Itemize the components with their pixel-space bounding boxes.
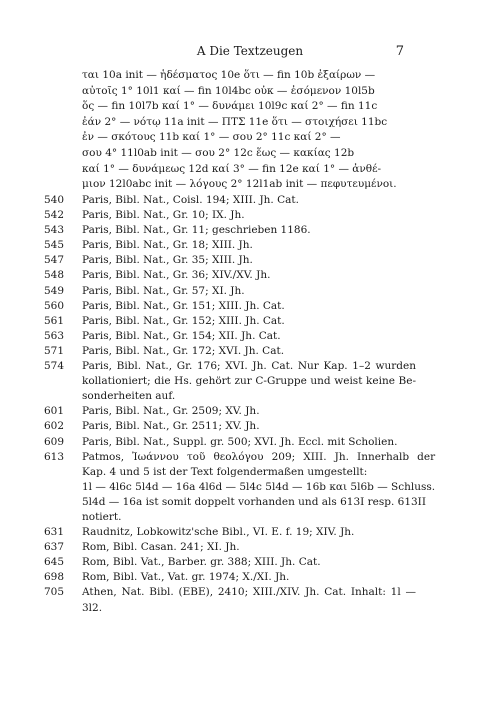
manuscript-description: Paris, Bibl. Nat., Gr. 18; XIII. Jh. (82, 239, 253, 252)
manuscript-number: 542 (44, 209, 65, 222)
manuscript-number: 574 (44, 360, 65, 373)
manuscript-entry (44, 329, 416, 344)
manuscript-description: Paris, Bibl. Nat., Coisl. 194; XIII. Jh. Cat. (82, 194, 299, 206)
variant-line: σου 4° 11l0ab init — σου 2° 12c ἕως — κακίας 12b (82, 146, 355, 159)
manuscript-description: Paris, Bibl. Nat., Gr. 57; XI. Jh. (82, 284, 245, 297)
manuscript-number: 602 (44, 420, 65, 433)
manuscript-entry (44, 525, 416, 540)
manuscript-entry (44, 435, 416, 450)
manuscript-description: notiert. (82, 510, 122, 523)
manuscript-description: 5l4d — 16a ist somit doppelt vorhanden und als 613I resp. 613II (82, 495, 426, 508)
manuscript-description: Raudnitz, Lobkowitz'sche Bibl., VI. E. f. 19; XIV. Jh. (82, 526, 355, 539)
manuscript-entry (44, 419, 416, 434)
manuscript-entry (44, 238, 416, 253)
manuscript-number: 571 (44, 344, 65, 357)
manuscript-entry (44, 314, 416, 329)
manuscript-description: Paris, Bibl. Nat., Gr. 10; IX. Jh. (82, 209, 245, 222)
manuscript-description: Paris, Bibl. Nat., Gr. 36; XIV./XV. Jh. (82, 269, 271, 282)
manuscript-entry (44, 344, 416, 359)
manuscript-entry (44, 540, 416, 555)
manuscript-description: Patmos, Ἰωάννου τοῦ θεολόγου 209; XIII. Jh. Innerhalb der (82, 450, 436, 463)
manuscript-entry (44, 299, 416, 314)
manuscript-entry (44, 193, 416, 208)
manuscript-entry (44, 223, 416, 238)
variant-line: ἐάν 2° — νότῳ 11a init — ΠΤΣ 11e ὅτι — στοιχήσει 11bc (82, 115, 388, 128)
manuscript-description: 3l2. (82, 601, 103, 614)
manuscript-number: 543 (44, 224, 65, 237)
manuscript-entry (44, 450, 436, 525)
manuscript-number: 548 (44, 269, 65, 282)
manuscript-number: 560 (44, 299, 65, 312)
manuscript-number: 545 (44, 239, 65, 252)
manuscript-description: kollationiert; die Hs. gehört zur C-Gruppe und weist keine Be- (82, 375, 416, 388)
manuscript-description: Paris, Bibl. Nat., Gr. 2509; XV. Jh. (82, 405, 260, 418)
manuscript-entry (44, 284, 416, 299)
manuscript-list (44, 193, 436, 616)
manuscript-number: 561 (44, 314, 65, 327)
variant-line: μιον 12l0abc init — λόγους 2° 12l1ab init — πεφυτευμένοι. (82, 178, 397, 191)
manuscript-entry (44, 404, 416, 419)
manuscript-number: 601 (44, 405, 65, 418)
manuscript-description: Paris, Bibl. Nat., Gr. 2511; XV. Jh. (82, 420, 260, 433)
manuscript-description: Rom, Bibl. Casan. 241; XI. Jh. (82, 541, 240, 554)
manuscript-number: 609 (44, 435, 65, 448)
manuscript-entry (44, 268, 416, 283)
page-number: 7 (395, 44, 404, 59)
manuscript-description: Paris, Bibl. Nat., Gr. 172; XVI. Jh. Cat. (82, 344, 285, 357)
variant-line: ται 10a init — ἡδέσματος 10e ὅτι — fin 10b ἐξαίρων — (82, 69, 376, 81)
manuscript-description: 1l — 4l6c 5l4d — 16a 4l6d — 5l4c 5l4d — 16b και 5l6b — Schluss. (82, 480, 436, 493)
variant-line: καί 1° — δυνάμεως 12d καί 3° — fin 12e καί 1° — ἀνθέ- (82, 162, 382, 175)
manuscript-number: 547 (44, 254, 65, 267)
manuscript-number: 645 (44, 556, 65, 569)
manuscript-description: Paris, Bibl. Nat., Gr. 151; XIII. Jh. Cat. (82, 299, 285, 312)
manuscript-number: 631 (44, 526, 65, 539)
manuscript-entry (44, 555, 416, 570)
manuscript-description: Paris, Bibl. Nat., Gr. 176; XVI. Jh. Cat. Nur Kap. 1–2 wurden (82, 360, 416, 373)
manuscript-description: sonderheiten auf. (82, 390, 176, 403)
manuscript-description: Athen, Nat. Bibl. (EBE), 2410; XIII./XIV. Jh. Cat. Inhalt: 1l — (82, 586, 416, 599)
manuscript-entry (44, 585, 416, 615)
manuscript-number: 549 (44, 284, 65, 297)
manuscript-entry (44, 208, 416, 223)
manuscript-number: 637 (44, 541, 65, 554)
manuscript-description: Rom, Bibl. Vat., Vat. gr. 1974; X./XI. Jh. (82, 571, 290, 584)
manuscript-entry (44, 570, 416, 585)
variant-line: αὐτοῖς 1° 10l1 καί — fin 10l4bc οὐκ — ἐσόμενον 10l5b (82, 84, 375, 97)
manuscript-description: Kap. 4 und 5 ist der Text folgendermaßen umgestellt: (82, 465, 368, 478)
manuscript-number: 540 (44, 194, 65, 206)
variant-list (82, 68, 408, 193)
variant-line: ἐν — σκότους 11b καί 1° — σου 2° 11c καί 2° — (82, 131, 341, 144)
running-title: A Die Textzeugen (196, 44, 304, 58)
manuscript-entry (44, 359, 416, 404)
manuscript-description: Paris, Bibl. Nat., Gr. 152; XIII. Jh. Cat. (82, 314, 285, 327)
manuscript-description: Paris, Bibl. Nat., Suppl. gr. 500; XVI. Jh. Eccl. mit Scholien. (82, 435, 398, 448)
manuscript-entry (44, 253, 416, 268)
running-head (44, 44, 456, 62)
manuscript-description: Paris, Bibl. Nat., Gr. 11; geschrieben 1186. (82, 224, 311, 237)
variant-line: ὅς — fin 10l7b καί 1° — δυνάμει 10l9c καί 2° — fin 11c (82, 100, 378, 113)
manuscript-description: Paris, Bibl. Nat., Gr. 154; XII. Jh. Cat. (82, 329, 281, 342)
manuscript-number: 705 (44, 586, 65, 599)
manuscript-number: 563 (44, 329, 65, 342)
manuscript-number: 698 (44, 571, 65, 584)
manuscript-number: 613 (44, 450, 65, 463)
manuscript-description: Paris, Bibl. Nat., Gr. 35; XIII. Jh. (82, 254, 253, 267)
manuscript-description: Rom, Bibl. Vat., Barber. gr. 388; XIII. Jh. Cat. (82, 556, 321, 569)
